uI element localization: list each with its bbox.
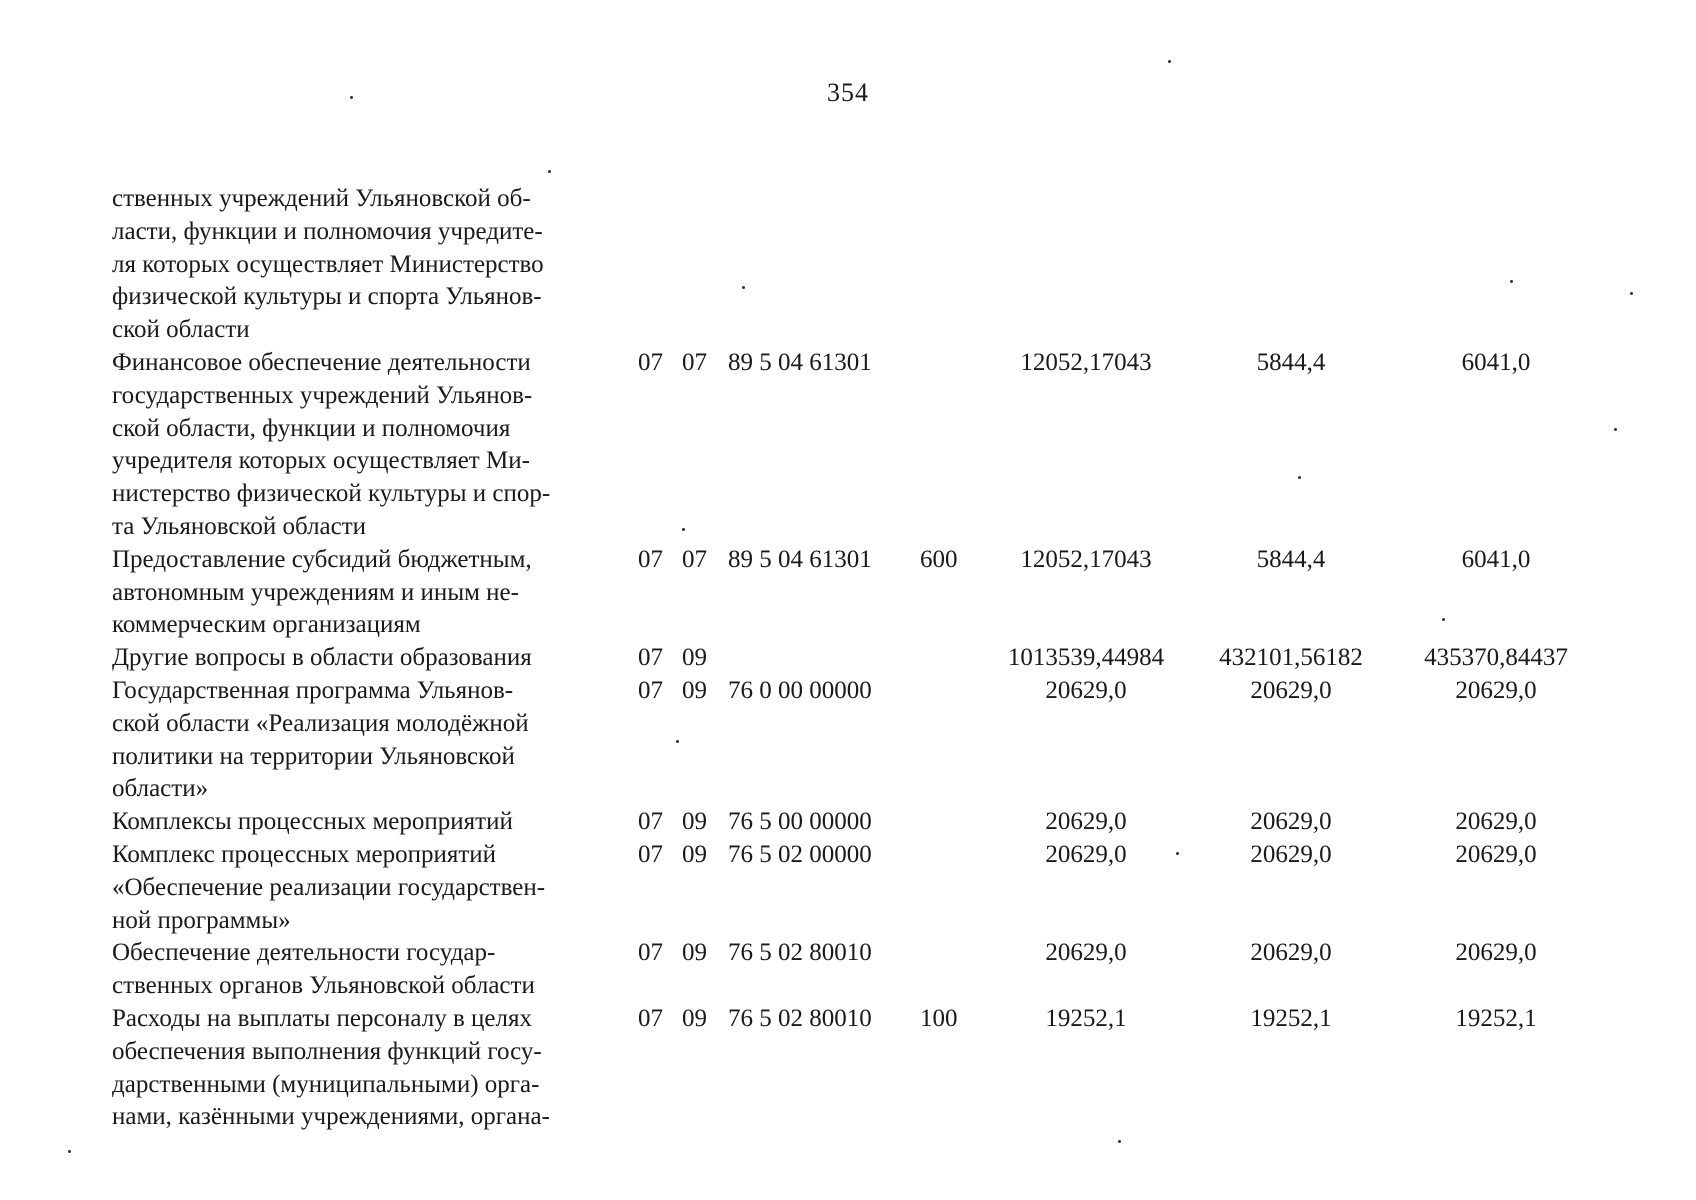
row-subsection: 07 <box>682 348 707 376</box>
row-expense-type <box>920 347 986 544</box>
row-amount-1: 12052,17043 <box>1020 348 1152 376</box>
row-name-text: Другие вопросы в области образования <box>112 644 532 672</box>
row-name <box>112 544 638 642</box>
row-target-article: 76 5 02 80010 <box>728 939 872 967</box>
row-amount-3 <box>1396 183 1596 347</box>
scan-speck <box>1630 292 1633 295</box>
row-expense-type <box>920 642 986 675</box>
row-amount-1: 12052,17043 <box>1020 545 1152 573</box>
row-name <box>112 806 638 839</box>
budget-table <box>112 183 1596 1134</box>
scan-speck <box>68 1150 71 1153</box>
scan-speck <box>742 286 745 289</box>
row-subsection <box>682 183 728 347</box>
scan-speck <box>1442 618 1445 621</box>
table-row <box>112 347 1596 544</box>
row-name-text: Государственная программа Ульянов- ской области «Реализация молодёжной политики на территории Ульяновской области» <box>112 676 529 803</box>
row-section: 07 <box>638 676 663 704</box>
table-row <box>112 642 1596 675</box>
row-expense-type <box>920 839 986 937</box>
row-target-article <box>728 183 920 347</box>
row-expense-type <box>920 183 986 347</box>
row-amount-1 <box>986 183 1186 347</box>
table-row <box>112 806 1596 839</box>
table-row <box>112 1003 1596 1134</box>
scan-speck <box>548 170 551 173</box>
row-amount-2: 20629,0 <box>1250 840 1332 868</box>
row-target-article: 76 5 02 80010 <box>728 1004 872 1032</box>
row-amount-3: 20629,0 <box>1455 676 1537 704</box>
table-row <box>112 675 1596 806</box>
row-subsection: 09 <box>682 840 707 868</box>
row-name <box>112 937 638 1003</box>
row-amount-2: 432101,56182 <box>1219 644 1363 672</box>
row-amount-2: 20629,0 <box>1250 808 1332 836</box>
row-subsection: 09 <box>682 644 707 672</box>
row-target-article: 76 5 02 00000 <box>728 840 872 868</box>
row-section: 07 <box>638 939 663 967</box>
row-amount-3: 435370,84437 <box>1424 644 1568 672</box>
row-section: 07 <box>638 1004 663 1032</box>
row-target-article: 76 5 00 00000 <box>728 808 872 836</box>
row-target-article: 76 0 00 00000 <box>728 676 872 704</box>
row-amount-1: 1013539,44984 <box>1007 644 1165 672</box>
row-amount-3: 20629,0 <box>1455 808 1537 836</box>
row-name-text: Комплексы процессных мероприятий <box>112 808 513 836</box>
row-subsection: 09 <box>682 1004 707 1032</box>
row-name <box>112 642 638 675</box>
scan-speck <box>1614 428 1617 431</box>
row-name-text: Предоставление субсидий бюджетным, автономным учреждениям и иным не- коммерческим организациям <box>112 545 532 639</box>
row-target-article: 89 5 04 61301 <box>728 545 872 573</box>
row-amount-2: 20629,0 <box>1250 939 1332 967</box>
row-section: 07 <box>638 348 663 376</box>
row-subsection: 07 <box>682 545 707 573</box>
row-amount-3: 20629,0 <box>1455 939 1537 967</box>
row-name <box>112 1003 638 1134</box>
row-amount-3: 6041,0 <box>1461 348 1531 376</box>
table-row <box>112 839 1596 937</box>
row-section: 07 <box>638 808 663 836</box>
row-expense-type: 100 <box>920 1004 958 1032</box>
row-amount-3: 20629,0 <box>1455 840 1537 868</box>
row-amount-2: 20629,0 <box>1250 676 1332 704</box>
scan-speck <box>1298 476 1301 479</box>
row-subsection: 09 <box>682 676 707 704</box>
row-name <box>112 675 638 806</box>
page-number: 354 <box>827 78 869 107</box>
row-name <box>112 183 638 347</box>
row-amount-2: 5844,4 <box>1256 545 1326 573</box>
table-row <box>112 937 1596 1003</box>
scan-speck <box>682 528 685 531</box>
row-section <box>638 183 682 347</box>
row-subsection: 09 <box>682 939 707 967</box>
row-amount-1: 19252,1 <box>1045 1004 1127 1032</box>
row-amount-3: 6041,0 <box>1461 545 1531 573</box>
row-target-article <box>728 642 920 675</box>
row-expense-type <box>920 675 986 806</box>
row-name-text: Расходы на выплаты персоналу в целях обеспечения выполнения функций госу- дарственными (муниципальными) орга- нами, казёнными учреждениями, органа- <box>112 1004 550 1131</box>
row-name-text: Обеспечение деятельности государ- ственных органов Ульяновской области <box>112 939 535 1000</box>
scan-speck <box>676 740 679 743</box>
table-row <box>112 183 1596 347</box>
row-section: 07 <box>638 644 663 672</box>
row-name <box>112 347 638 544</box>
row-expense-type: 600 <box>920 545 958 573</box>
row-target-article: 89 5 04 61301 <box>728 348 872 376</box>
row-name-text: Комплекс процессных мероприятий «Обеспечение реализации государствен- ной программы» <box>112 840 546 934</box>
row-name-text: Финансовое обеспечение деятельности государственных учреждений Ульянов- ской области, функции и полномочия учредителя которых осуществляет Ми- нистерство физической культуры и спор- та Ульяновской области <box>112 348 551 540</box>
scan-speck <box>1118 1140 1121 1143</box>
row-section: 07 <box>638 840 663 868</box>
row-amount-2: 19252,1 <box>1250 1004 1332 1032</box>
row-amount-3: 19252,1 <box>1455 1004 1537 1032</box>
row-amount-1: 20629,0 <box>1045 840 1127 868</box>
scan-speck <box>1510 280 1513 283</box>
scan-speck <box>350 96 353 99</box>
scan-speck <box>1168 60 1171 63</box>
row-amount-1: 20629,0 <box>1045 676 1127 704</box>
row-expense-type <box>920 937 986 1003</box>
row-name <box>112 839 638 937</box>
row-amount-1: 20629,0 <box>1045 939 1127 967</box>
row-amount-1: 20629,0 <box>1045 808 1127 836</box>
scan-speck <box>1176 852 1179 855</box>
row-amount-2: 5844,4 <box>1256 348 1326 376</box>
row-amount-2 <box>1186 183 1396 347</box>
row-name-text: ственных учреждений Ульяновской об- ласти, функции и полномочия учредите- ля которых осуществляет Министерство физической культуры и спорта Ульянов- ской области <box>112 185 544 344</box>
table-row <box>112 544 1596 642</box>
row-expense-type <box>920 806 986 839</box>
row-section: 07 <box>638 545 663 573</box>
row-subsection: 09 <box>682 808 707 836</box>
